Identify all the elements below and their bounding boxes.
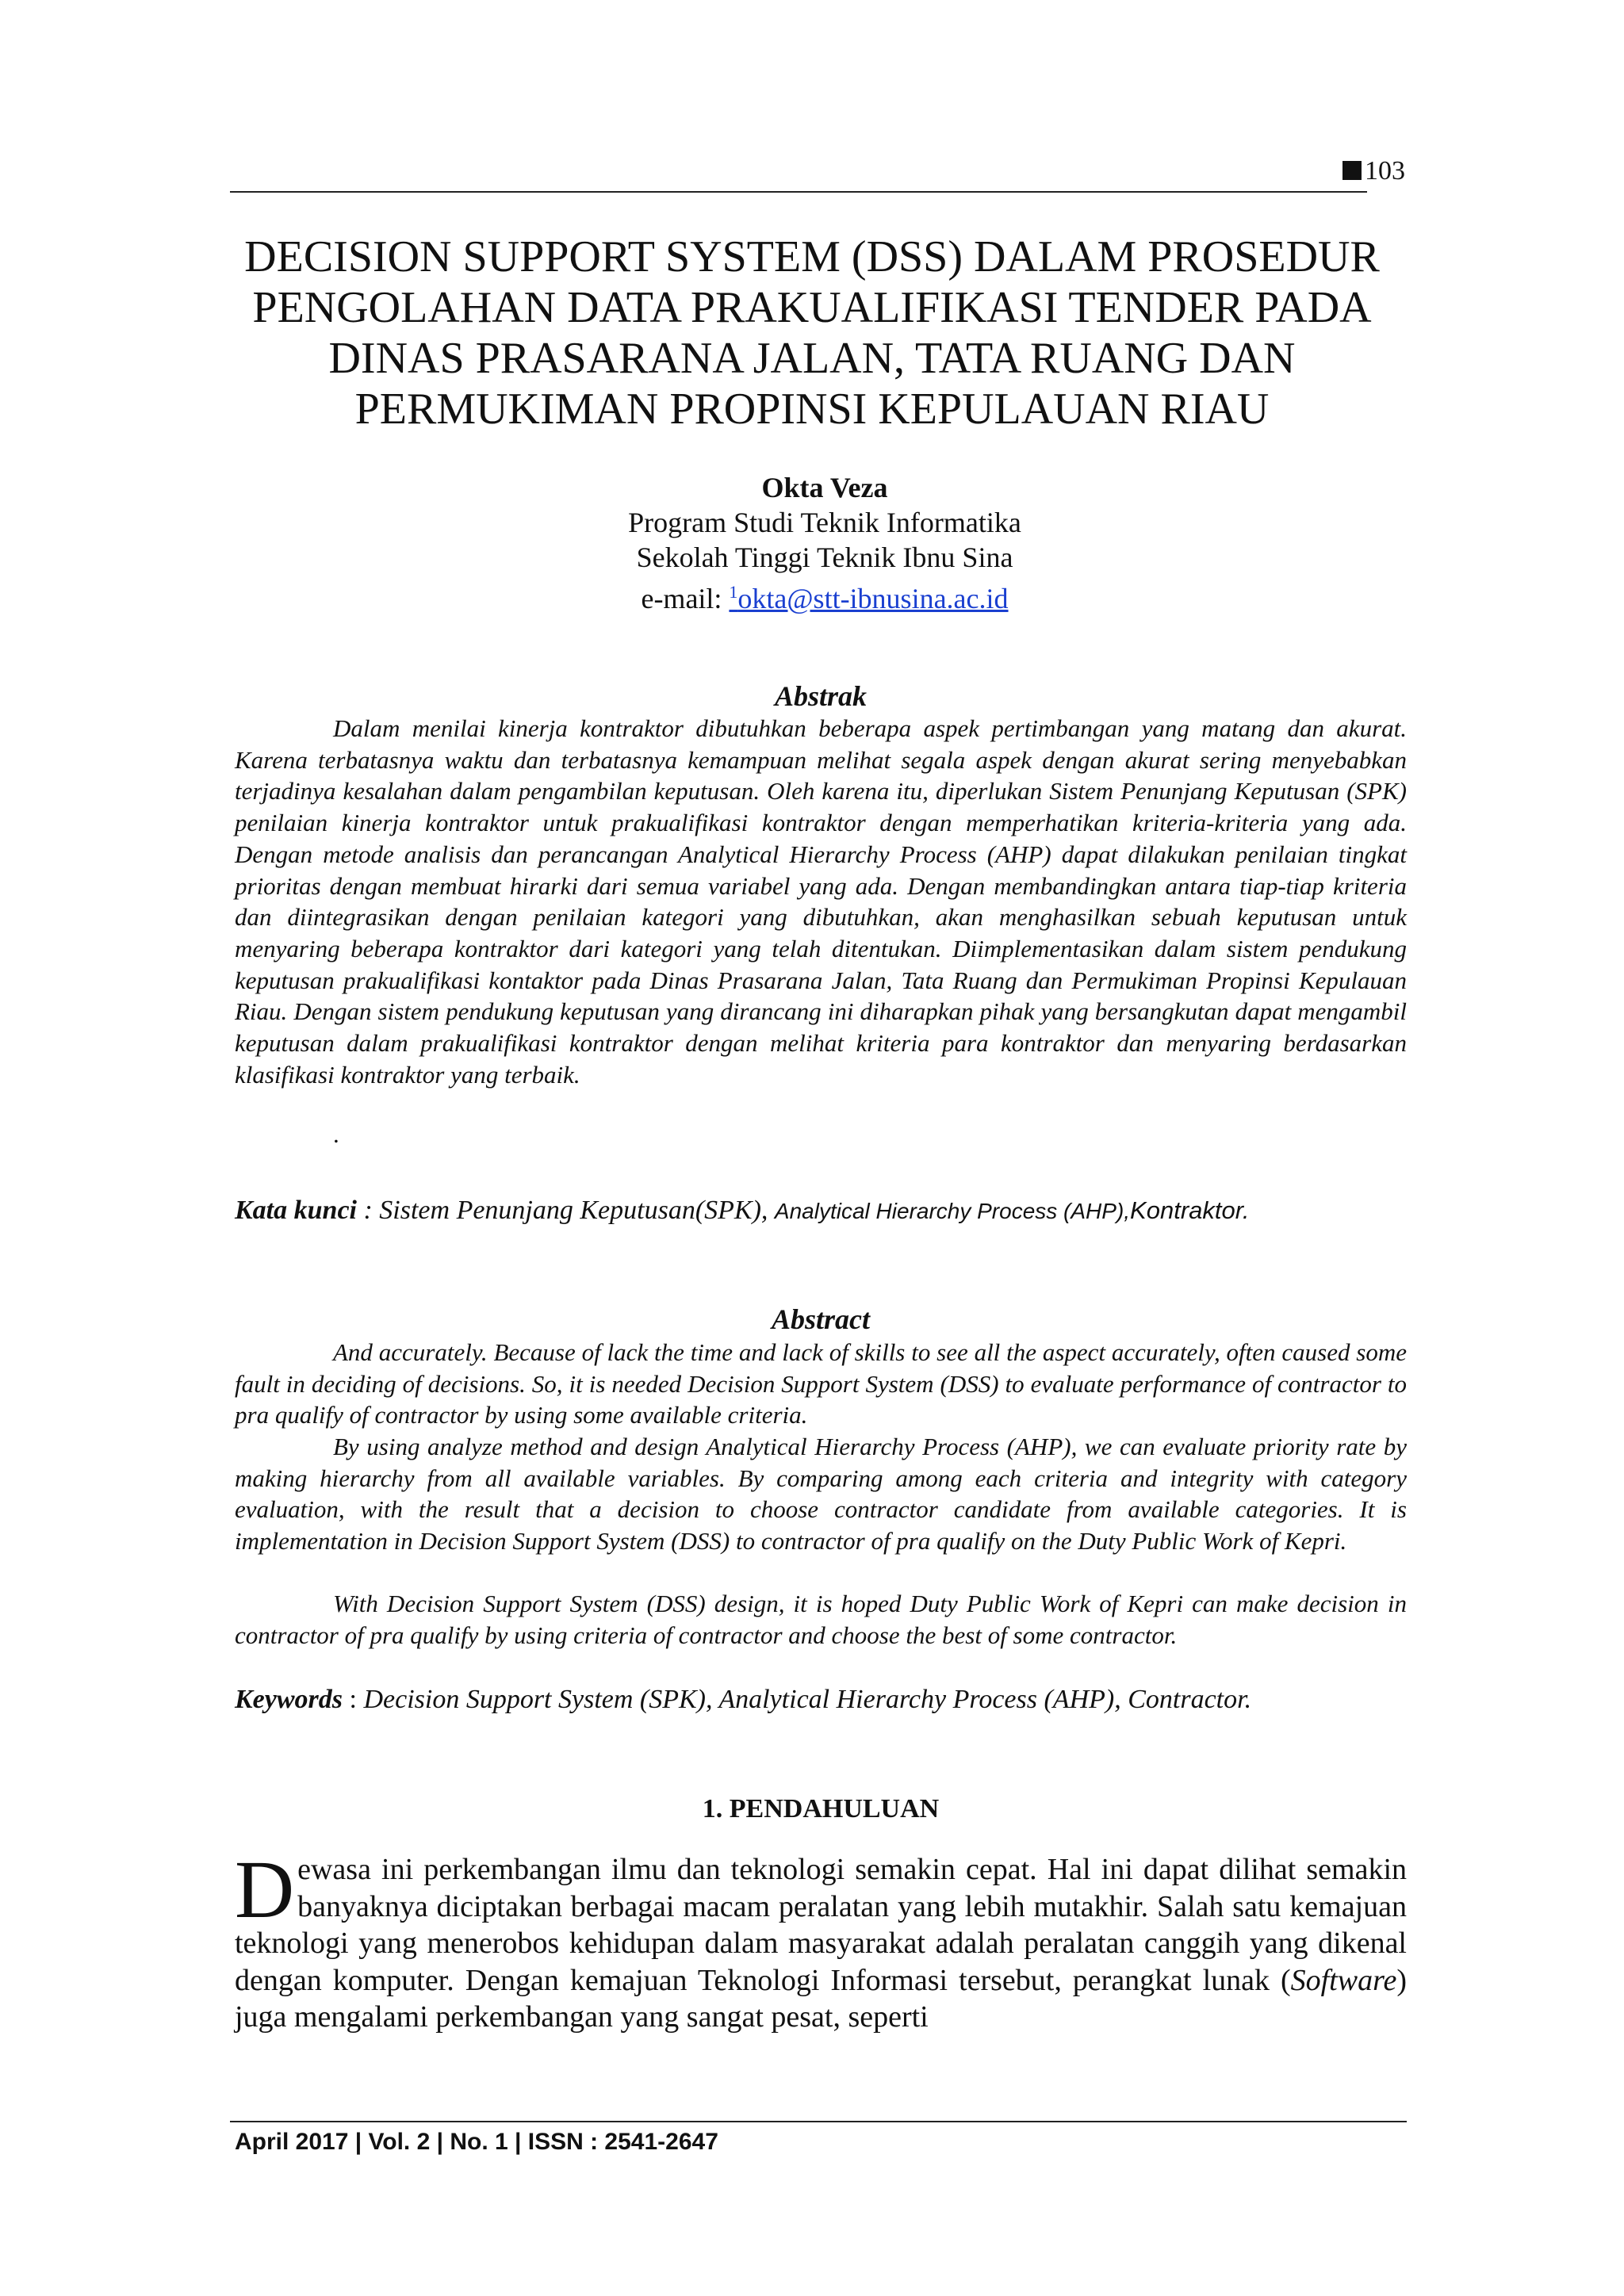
page-number (1342, 155, 1405, 187)
title-line: PERMUKIMAN PROPINSI KEPULAUAN RIAU (354, 385, 1270, 434)
intro-text-1: ewasa ini perkembangan ilmu dan teknologi semakin cepat. Hal ini dapat dilihat semakin banyaknya diciptakan berbagai macam peralatan yang lebih mutakhir. Salah satu kemajuan teknologi yang menerobos kehidupan dalam masyarakat adalah peralatan canggih yang dikenal dengan komputer. Dengan kemajuan Teknologi Informasi tersebut, perangkat lunak ( (235, 1853, 1407, 1997)
email-address: okta@stt-ibnusina.ac.id (737, 583, 1009, 614)
author-name: Okta Veza (761, 472, 888, 503)
header-rule (230, 191, 1367, 193)
kata-kunci-line (235, 1194, 1407, 1228)
author-email (508, 575, 1142, 616)
email-link[interactable] (729, 583, 1008, 614)
page-number-text: 103 (1365, 156, 1405, 186)
keywords-line (235, 1683, 1407, 1716)
drop-cap: D (235, 1844, 295, 1935)
email-label: e-mail: (641, 583, 730, 614)
footer-journal-info: April 2017 | Vol. 2 | No. 1 | ISSN : 2541-2647 (235, 2129, 718, 2155)
abstract-paragraph: With Decision Support System (DSS) design, it is hoped Duty Public Work of Kepri can make decision in contractor of pra qualify by using criteria of contractor and choose the best of some contractor. (235, 1590, 1407, 1649)
abstract-heading: Abstract (771, 1303, 870, 1335)
author-institution: Sekolah Tinggi Teknik Ibnu Sina (636, 541, 1013, 573)
keywords-text: Decision Support System (SPK), Analytical Hierarchy Process (AHP), Contractor. (363, 1685, 1252, 1714)
kata-kunci-part2: Analytical Hierarchy Process (AHP), (774, 1199, 1131, 1223)
title-line: PENGOLAHAN DATA PRAKUALIFIKASI TENDER PADA (252, 283, 1372, 332)
title-line: DINAS PRASARANA JALAN, TATA RUANG DAN (328, 334, 1296, 383)
intro-text-2: ) juga mengalami perkembangan yang sangat pesat, seperti (235, 1963, 1407, 2034)
introduction-heading: 1. PENDAHULUAN (702, 1794, 940, 1823)
introduction-paragraph (235, 1844, 1407, 2036)
author-program: Program Studi Teknik Informatika (628, 507, 1021, 538)
abstrak-text: Dalam menilai kinerja kontraktor dibutuhkan beberapa aspek pertimbangan yang matang dan akurat. Karena terbatasnya waktu dan terbatasnya kemampuan melihat segala aspek dengan akurat sering menyebabkan terjadinya kesalahan dalam pengambilan keputusan. Oleh karena itu, diperlukan Sistem Penunjang Keputusan (SPK) penilaian kinerja kontraktor untuk prakualifikasi kontraktor dengan memperhatikan kriteria-kriteria yang ada. Dengan metode analisis dan perancangan Analytical Hierarchy Process (AHP) dapat dilakukan penilaian tingkat prioritas dengan membuat hirarki dari semua variabel yang ada. Dengan membandingkan antara tiap-tiap kriteria dan diintegrasikan dengan penilaian kategori yang dibutuhkan, akan menghasilkan sebuah keputusan untuk menyaring beberapa kontraktor dari kategori yang telah ditentukan. Diimplementasikan dalam sistem pendukung keputusan prakualifikasi kontaktor pada Dinas Prasarana Jalan, Tata Ruang dan Permukiman Propinsi Kepulauan Riau. Dengan sistem pendukung keputusan yang dirancang ini diharapkan pihak yang bersangkutan dapat mengambil keputusan dalam prakualifikasi kontraktor dengan melihat kriteria para kontraktor dan menyaring berdasarkan klasifikasi kontraktor yang terbaik. (235, 714, 1407, 1089)
kata-kunci-label: Kata kunci (235, 1196, 357, 1225)
keywords-separator: : (343, 1685, 364, 1714)
email-superscript: 1 (729, 582, 738, 602)
abstract-paragraph: By using analyze method and design Analytical Hierarchy Process (AHP), we can evaluate priority rate by making hierarchy from all available variables. By comparing among each criteria and integrity with category evaluation, with the result that a decision to choose contractor candidate from available categories. It is implementation in Decision Support System (DSS) to contractor of pra qualify on the Duty Public Work of Kepri. (235, 1433, 1407, 1556)
author-block (508, 470, 1142, 616)
footer-rule (230, 2121, 1407, 2122)
kata-kunci-part3: Kontraktor. (1130, 1196, 1250, 1224)
kata-kunci-part1: : Sistem Penunjang Keputusan(SPK), (356, 1196, 775, 1225)
title-line: DECISION SUPPORT SYSTEM (DSS) DALAM PROSEDUR (244, 232, 1380, 281)
abstrak-heading: Abstrak (774, 680, 868, 712)
abstract-paragraph: And accurately. Because of lack the time and lack of skills to see all the aspect accurately, often caused some fault in deciding of decisions. So, it is needed Decision Support System (DSS) to evaluate performance of contractor to pra qualify of contractor by using some available criteria. (235, 1338, 1407, 1429)
keywords-label: Keywords (235, 1685, 343, 1714)
square-bullet-icon (1342, 161, 1362, 180)
paper-title (190, 232, 1434, 434)
intro-italic-word: Software (1290, 1963, 1397, 1997)
abstrak-trailing-dot: . (333, 1120, 339, 1148)
